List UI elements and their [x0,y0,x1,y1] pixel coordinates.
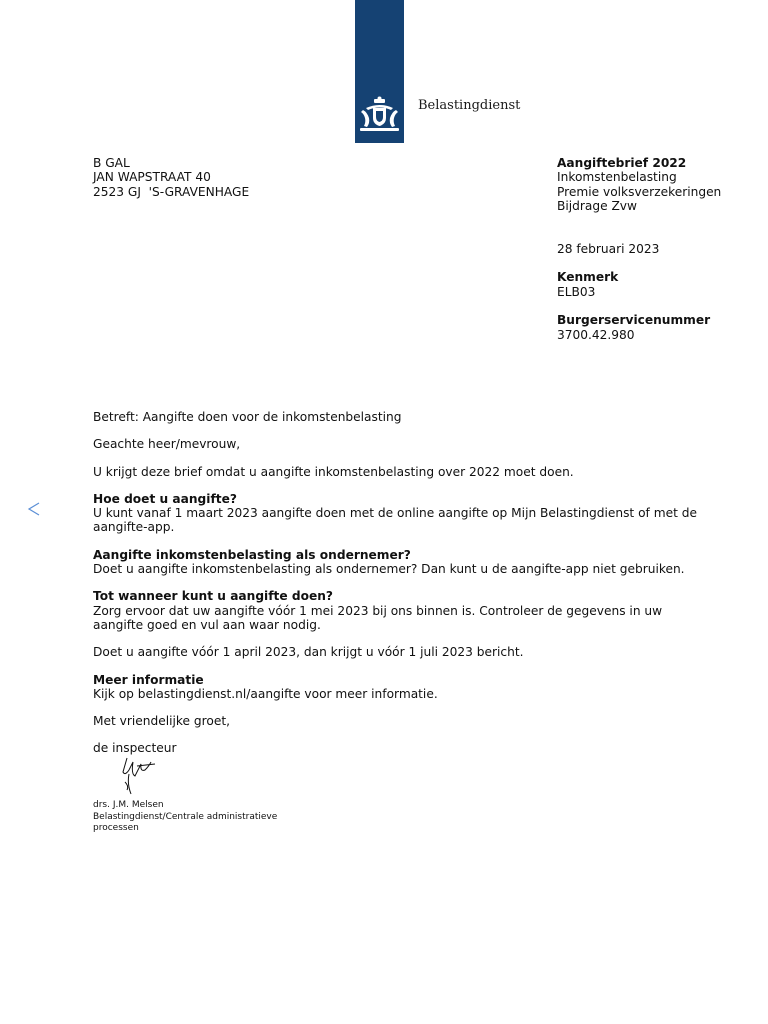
section-deadline [93,589,693,632]
closing: Met vriendelijke groet, [93,714,230,729]
section-heading: Meer informatie [93,672,204,687]
section-text: U kunt vanaf 1 maart 2023 aangifte doen met de online aangifte op Mijn Belastingdienst of met de [93,506,697,521]
brand-name: Belastingdienst [418,98,521,113]
section-text: aangifte-app. [93,520,175,535]
signatory-name: drs. J.M. Melsen [93,800,164,810]
signer-role: de inspecteur [93,741,177,756]
section-text: Zorg ervoor dat uw aangifte vóór 1 mei 2023 bij ons binnen is. Controleer de gegevens in uw [93,603,663,618]
recipient-city: 2523 GJ 'S-GRAVENHAGE [93,184,250,199]
section-text: Doet u aangifte inkomstenbelasting als ondernemer? Dan kunt u de aangifte-app niet gebruiken. [93,562,685,577]
bsn-label: Burgerservicenummer [557,313,711,328]
bsn-value: 3700.42.980 [557,327,635,342]
letter-subject-line: Bijdrage Zvw [557,198,637,213]
intro-paragraph: U krijgt deze brief omdat u aangifte inkomstenbelasting over 2022 moet doen. [93,464,574,479]
letter-subject-line: Inkomstenbelasting [557,170,677,185]
recipient-street: JAN WAPSTRAAT 40 [93,170,211,185]
signatory-organization: Belastingdienst/Centrale administratieve processen [93,812,278,833]
recipient-address [93,156,249,199]
kenmerk-value: ELB03 [557,284,596,299]
section-text: aangifte goed en vul aan waar nodig. [93,617,321,632]
letter-subject: Betreft: Aangifte doen voor de inkomstenbelasting [93,410,402,424]
recipient-name: B GAL [93,156,130,170]
logo-ribbon [355,0,404,143]
section-text: Kijk op belastingdienst.nl/aangifte voor meer informatie. [93,686,438,701]
letter-title: Aangiftebrief 2022 [557,156,687,170]
section-heading: Hoe doet u aangifte? [93,491,237,506]
section-entrepreneur [93,548,693,577]
letter-meta [557,156,721,342]
section-more-info [93,673,693,702]
letter-body [93,410,697,769]
royal-coat-of-arms-icon [358,96,401,134]
handwritten-signature [115,754,165,798]
salutation: Geachte heer/mevrouw, [93,437,241,452]
letter-date: 28 februari 2023 [557,241,660,256]
letter-subject-line: Premie volksverzekeringen [557,184,722,199]
chevron-left-icon[interactable] [26,497,42,521]
signature-block [93,754,315,833]
deadline-note: Doet u aangifte vóór 1 april 2023, dan krijgt u vóór 1 juli 2023 bericht. [93,645,524,660]
section-heading: Aangifte inkomstenbelasting als ondernemer? [93,547,411,562]
kenmerk-label: Kenmerk [557,270,619,285]
section-how [93,491,697,535]
section-heading: Tot wanneer kunt u aangifte doen? [93,589,333,604]
